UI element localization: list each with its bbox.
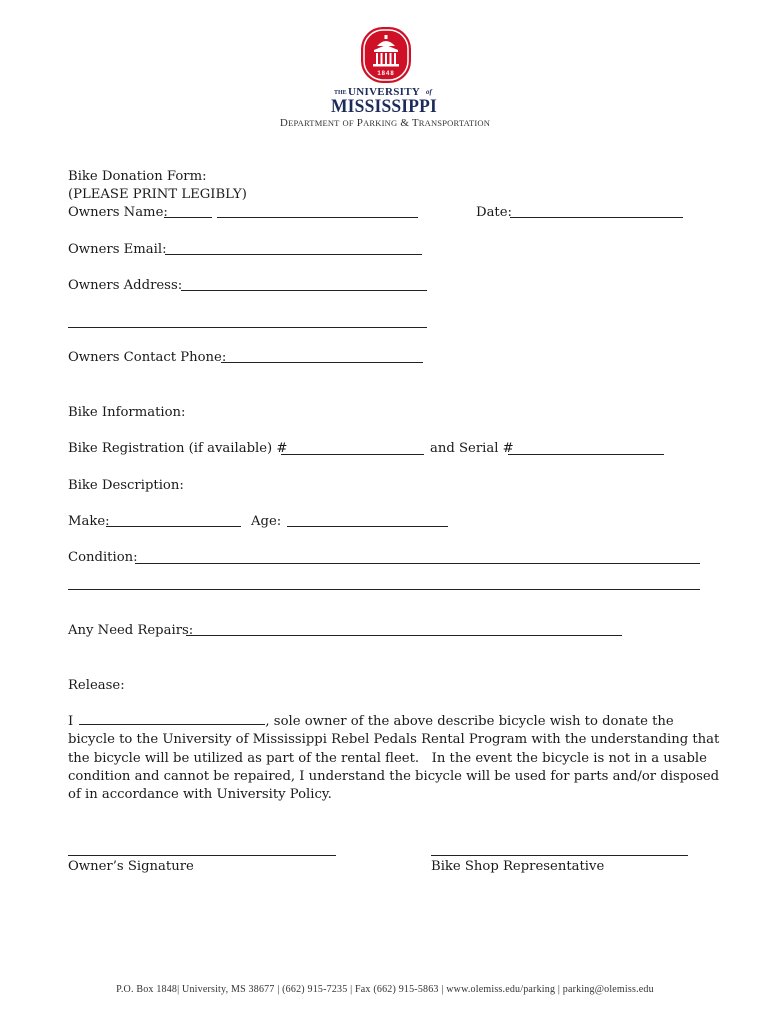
condition-field-line2[interactable] — [68, 589, 700, 590]
form-instruction: (PLEASE PRINT LEGIBLY) — [68, 187, 247, 202]
form-title: Bike Donation Form: — [68, 169, 207, 184]
release-i: I — [68, 714, 74, 729]
release-paragraph — [68, 712, 720, 804]
owners-name-field-part2[interactable] — [217, 217, 418, 218]
bike-info-heading: Bike Information: — [68, 405, 186, 420]
condition-label: Condition: — [68, 550, 138, 565]
release-heading: Release: — [68, 678, 125, 693]
owners-address-field-line2[interactable] — [68, 327, 427, 328]
wordmark-mississippi: MISSISSIPPI — [331, 96, 437, 117]
university-seal-icon — [360, 26, 412, 84]
wordmark — [300, 86, 472, 118]
owners-email-label: Owners Email: — [68, 242, 167, 257]
bike-registration-field[interactable] — [281, 454, 424, 455]
serial-label: and Serial # — [430, 441, 514, 456]
release-line-2: bicycle to the University of Mississippi Rebel Pedals Rental Program with the understanding that — [68, 732, 720, 748]
release-name-field[interactable] — [79, 712, 265, 725]
make-field[interactable] — [106, 526, 241, 527]
date-field[interactable] — [510, 217, 683, 218]
release-line-5: of in accordance with University Policy. — [68, 787, 332, 803]
owners-phone-label: Owners Contact Phone: — [68, 350, 227, 365]
bike-shop-rep-field[interactable] — [431, 855, 688, 856]
department-name: DEPARTMENT OF PARKING & TRANSPORTATION — [279, 117, 491, 129]
date-label: Date: — [476, 205, 512, 220]
age-label: Age: — [251, 514, 282, 529]
owners-address-label: Owners Address: — [68, 278, 183, 293]
age-field[interactable] — [287, 526, 448, 527]
make-label: Make: — [68, 514, 110, 529]
release-text-1: , sole owner of the above describe bicycle wish to donate the — [265, 714, 674, 729]
owners-email-field[interactable] — [165, 254, 422, 255]
release-line-3: the bicycle will be utilized as part of the rental fleet. In the event the bicycle is not in a usable — [68, 750, 707, 766]
owners-name-field-part1[interactable] — [164, 217, 212, 218]
release-line-1 — [68, 712, 708, 731]
bike-shop-rep-label: Bike Shop Representative — [431, 859, 605, 874]
owners-name-label: Owners Name: — [68, 205, 168, 220]
wordmark-the: THE — [334, 90, 347, 96]
footer-contact: P.O. Box 1848| University, MS 38677 | (662) 915-7235 | Fax (662) 915-5863 | www.olemiss.edu/parking | parking@olemiss.edu — [116, 984, 654, 995]
condition-field-line1[interactable] — [135, 563, 700, 564]
serial-field[interactable] — [508, 454, 664, 455]
university-logo — [300, 26, 472, 118]
bike-registration-label: Bike Registration (if available) # — [68, 441, 288, 456]
bike-description-heading: Bike Description: — [68, 478, 184, 493]
owners-address-field-line1[interactable] — [181, 290, 427, 291]
seal-year: 1848 — [377, 71, 395, 77]
release-line-4: condition and cannot be repaired, I understand the bicycle will be used for parts and/or disposed — [68, 768, 720, 784]
owners-phone-field[interactable] — [221, 362, 423, 363]
repairs-label: Any Need Repairs: — [68, 623, 194, 638]
wordmark-university: UNIVERSITY — [348, 86, 421, 98]
owner-signature-field[interactable] — [68, 855, 336, 856]
wordmark-of: of — [426, 88, 432, 96]
owner-signature-label: Owner’s Signature — [68, 859, 194, 874]
repairs-field[interactable] — [186, 635, 622, 636]
